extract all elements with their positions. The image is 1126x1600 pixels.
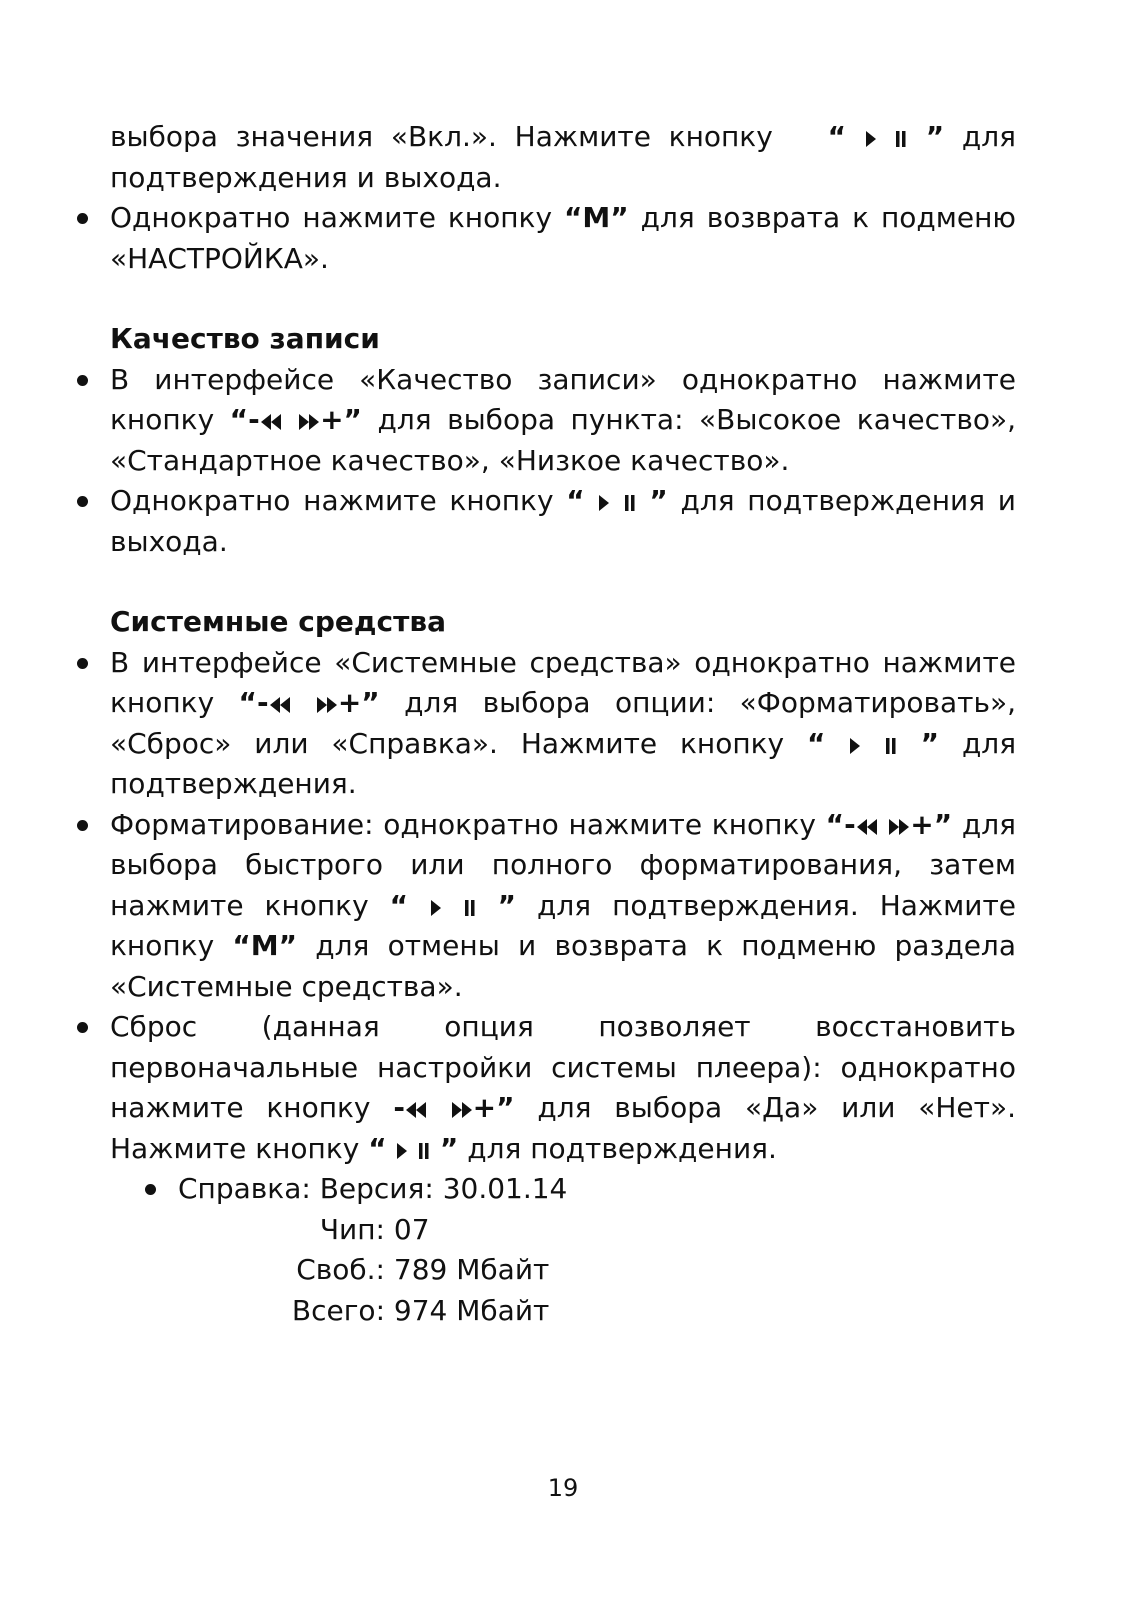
info-total-label: Всего:: [291, 1293, 385, 1327]
play-icon: [849, 736, 861, 756]
minus-plus-key: “- +”: [825, 807, 953, 841]
bullet-text-end: для подтверждения и выхода.: [110, 484, 1016, 558]
info-version-label: Версия:: [319, 1172, 434, 1205]
bullet-text-end: для подтверждения.: [110, 726, 1017, 800]
bullet-text: Сброс (данная опция позволяет восстановить первоначальные настройки системы плеера): однократно нажмите кнопку: [110, 1010, 1016, 1124]
bullet-text: Однократно нажмите кнопку: [110, 201, 553, 234]
m-key: “M”: [232, 929, 298, 962]
minus-plus-key: - +”: [393, 1091, 515, 1124]
fast-forward-icon: [298, 412, 320, 432]
play-pause-key: “ ”: [827, 120, 945, 153]
fast-forward-icon: [316, 695, 338, 715]
play-pause-key: “ ”: [566, 484, 668, 517]
info-free-value: 789 Мбайт: [393, 1253, 550, 1286]
info-free-label: Своб.:: [296, 1253, 385, 1286]
bullet-text-mid: для выбора опции: «Форматировать», «Сброс» или «Справка». Нажмите кнопку: [110, 686, 1017, 760]
info-chip-label: Чип:: [319, 1212, 385, 1246]
bullet-text: Однократно нажмите кнопку: [110, 484, 554, 517]
bullet-text: В интерфейсе «Системные средства» однократно нажмите кнопку: [110, 645, 1016, 719]
play-icon: [396, 1141, 408, 1161]
info-row-free: [110, 1250, 1016, 1291]
info-label: Справка:: [178, 1172, 311, 1205]
minus-plus-key: “- +”: [229, 403, 362, 436]
intro-text: выбора значения «Вкл.». Нажмите кнопку: [110, 120, 773, 153]
pause-icon: [464, 898, 476, 918]
bullet-text-mid2: для подтверждения. Нажмите кнопку: [110, 888, 1017, 962]
pause-icon: [418, 1141, 430, 1161]
rewind-icon: [405, 1100, 427, 1120]
fast-forward-icon: [451, 1100, 473, 1120]
bullet-text: Форматирование: однократно нажмите кнопку: [110, 807, 816, 841]
rewind-icon: [260, 412, 282, 432]
rewind-icon: [269, 695, 291, 715]
section-title-quality: Качество записи: [110, 322, 380, 355]
info-chip-value: 07: [393, 1212, 430, 1246]
bullet-text-end: для выбора пункта: «Высокое качество», «Стандартное качество», «Низкое качество».: [110, 403, 1016, 477]
rewind-icon: [856, 817, 878, 837]
play-pause-key: “ ”: [368, 1131, 459, 1165]
info-row-chip: [110, 1210, 1016, 1251]
bullet-system-options: [110, 643, 1016, 805]
pause-icon: [624, 493, 636, 513]
bullet-reset: [110, 1007, 1016, 1169]
bullet-text-end: для возврата к подменю «НАСТРОЙКА».: [110, 201, 1016, 275]
info-row-total: [110, 1291, 1016, 1332]
play-pause-key: “ ”: [807, 726, 940, 760]
bullet-text-end: для подтверждения.: [467, 1131, 777, 1165]
section-title-system: Системные средства: [110, 605, 446, 638]
intro-paragraph: [110, 117, 1016, 198]
page-content: [110, 117, 1016, 1331]
play-icon: [865, 129, 877, 149]
minus-plus-key: “- +”: [238, 686, 380, 719]
bullet-info: [178, 1169, 1016, 1210]
bullet-quality-confirm: [110, 481, 1016, 562]
m-key: “M”: [564, 201, 629, 234]
play-icon: [430, 898, 442, 918]
info-total-value: 974 Мбайт: [393, 1293, 550, 1327]
pause-icon: [885, 736, 897, 756]
play-icon: [598, 493, 610, 513]
intro-text-end: для подтверждения и выхода.: [110, 120, 1017, 194]
bullet-text-mid: для выбора «Да» или «Нет». Нажмите кнопку: [110, 1091, 1017, 1165]
bullet-quality-select: [110, 360, 1016, 482]
play-pause-key: “ ”: [389, 888, 516, 922]
fast-forward-icon: [888, 817, 910, 837]
info-version-value: 30.01.14: [442, 1172, 568, 1205]
bullet-text: В интерфейсе «Качество записи» однократно нажмите кнопку: [110, 362, 1016, 436]
bullet-return-menu: [110, 198, 1016, 279]
bullet-text-mid: для выбора быстрого или полного форматирования, затем нажмите кнопку: [110, 807, 1017, 922]
bullet-format: [110, 805, 1016, 1008]
bullet-text-end: для отмены и возврата к подменю раздела «Системные средства».: [110, 929, 1016, 1003]
pause-icon: [895, 129, 907, 149]
page-number: 19: [547, 1474, 579, 1502]
